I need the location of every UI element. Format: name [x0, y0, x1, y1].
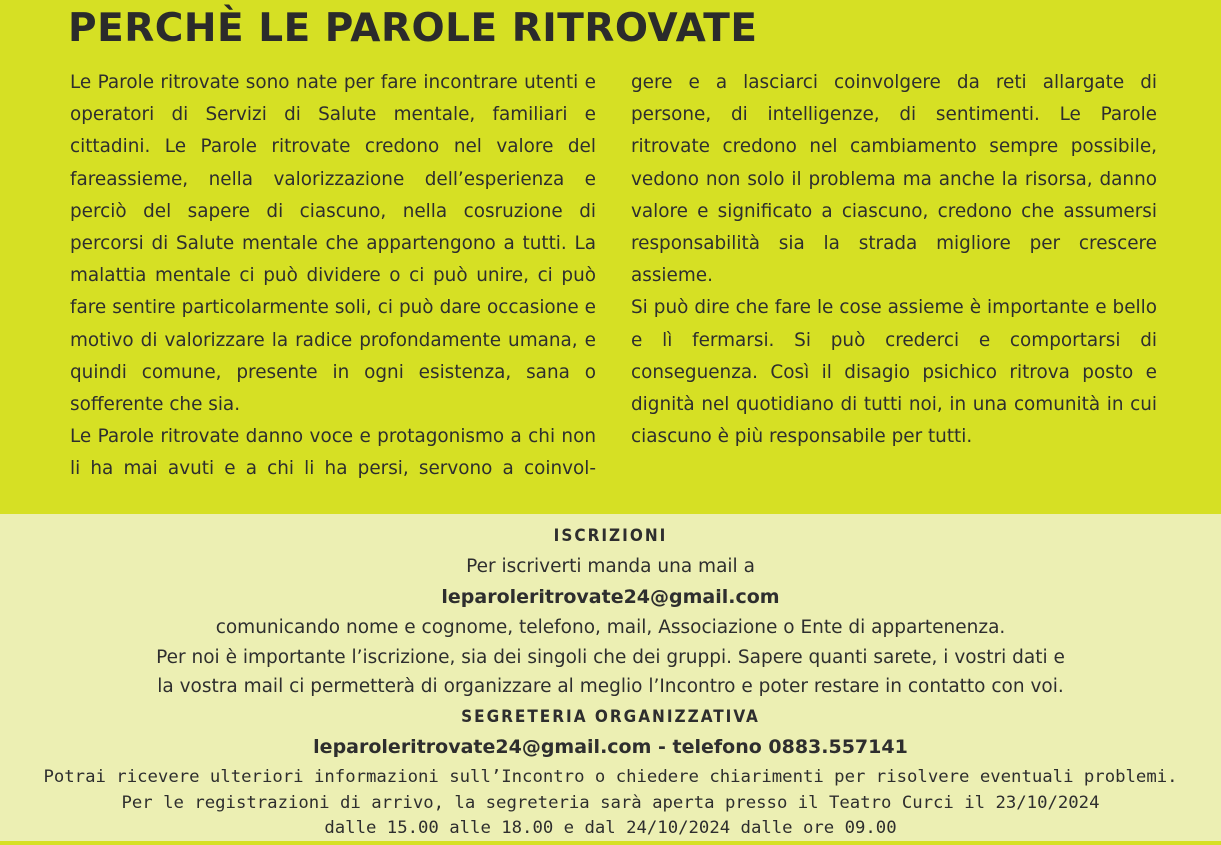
- segreteria-text: Per le registrazioni di arrivo, la segreteria sarà aperta presso il Teatro Curci il 23/10/2024: [121, 793, 1100, 813]
- paragraph: Si può dire che fare le cose assieme è importante e bello e lì fermarsi. Si può crederci e comportarsi di conseguenza. Così il disagio psichico ritrova posto e dignità nel quotidiano di tutti noi, in una comunità in cui ciascuno è più responsabile per tutti.: [631, 297, 1157, 448]
- segreteria-heading: SEGRETERIA ORGANIZZATIVA: [461, 707, 760, 727]
- iscrizioni-text: la vostra mail ci permetterà di organizzare al meglio l’Incontro e poter restare in contatto con voi.: [157, 676, 1064, 697]
- segreteria-text: dalle 15.00 alle 18.00 e dal 24/10/2024 dalle ore 09.00: [324, 818, 897, 838]
- paragraph: Le Parole ritrovate sono nate per fare incontrare utenti e operatori di Servizi di Salute mentale, familiari e cittadini. Le Parole ritrovate credono nel valore del fareassieme, nella valorizzazione dell’esperienza e perciò del sapere di ciascuno, nella cosruzione di percorsi di Salute mentale che appartengono a tutti. La malattia mentale ci può dividere o ci può unire, ci può fare sentire particolarmente soli, ci può dare occasione e motivo di valorizzare la radice profondamente umana, e quindi comune, presente in ogni esistenza, sana o sofferente che sia.: [70, 72, 596, 416]
- iscrizioni-email-link[interactable]: leparoleritrovate24@gmail.com: [441, 586, 780, 608]
- segreteria-contact-link[interactable]: leparoleritrovate24@gmail.com - telefono 0883.557141: [313, 736, 908, 758]
- paragraph: Le Parole ritrovate danno voce e protagonismo a chi non li ha mai avuti e a chi li ha persi, servono a coinvol-: [70, 426, 596, 480]
- text-column-left: [70, 67, 596, 486]
- text-column-right: [631, 67, 1157, 453]
- paragraph: gere e a lasciarci coinvolgere da reti allargate di persone, di intelligenze, di sentimenti. Le Parole ritrovate credono nel cambiamento sempre possibile, vedono non solo il problema ma anche la risorsa, danno valore e significato a ciascuno, credono che assumersi responsabilità sia la strada migliore per crescere assieme.: [631, 72, 1157, 287]
- iscrizioni-text: Per iscriverti manda una mail a: [466, 556, 755, 577]
- iscrizioni-text: Per noi è importante l’iscrizione, sia dei singoli che dei gruppi. Sapere quanti sarete, i vostri dati e: [156, 647, 1065, 668]
- bottom-border: [0, 841, 1221, 845]
- info-section: [0, 514, 1221, 845]
- page-title: PERCHÈ LE PAROLE RITROVATE: [68, 6, 758, 51]
- iscrizioni-heading: ISCRIZIONI: [553, 526, 668, 546]
- iscrizioni-text: comunicando nome e cognome, telefono, mail, Associazione o Ente di appartenenza.: [215, 617, 1006, 638]
- segreteria-text: Potrai ricevere ulteriori informazioni sull’Incontro o chiedere chiarimenti per risolvere eventuali problemi.: [43, 767, 1178, 787]
